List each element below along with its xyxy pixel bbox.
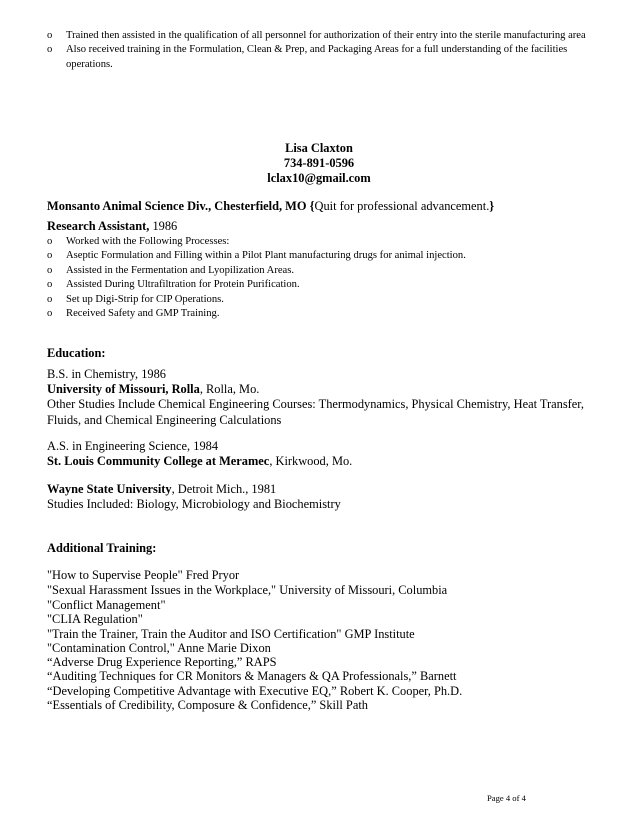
list-item: o Worked with the Following Processes: [47,235,607,249]
training-item: "Contamination Control," Anne Marie Dixon [47,641,271,655]
list-item: o Assisted in the Fermentation and Lyopilization Areas. [47,264,607,278]
training-heading: Additional Training: [47,541,157,555]
education-heading: Education: [47,346,106,360]
job-bullet-list [47,235,607,321]
job-note: Quit for professional advancement. [314,199,490,213]
training-item: “Developing Competitive Advantage with Executive EQ,” Robert K. Cooper, Ph.D. [47,684,463,698]
list-item: o Aseptic Formulation and Filling within a Pilot Plant manufacturing drugs for animal injection. [47,249,607,263]
training-item: "Train the Trainer, Train the Auditor and ISO Certification" GMP Institute [47,627,415,641]
wayne-location: , Detroit Mich., 1981 [171,482,277,496]
job-title-line [47,219,607,235]
stl-location: , Kirkwood, Mo. [269,454,353,468]
top-bullet-list [47,29,607,72]
training-item: "Conflict Management" [47,598,166,612]
list-item: o Trained then assisted in the qualification of all personnel for authorization of their entry into the sterile manufacturing area [47,29,607,43]
training-item: “Adverse Drug Experience Reporting,” RAPS [47,655,277,669]
rolla-line [47,382,607,398]
other-studies: Other Studies Include Chemical Engineering Courses: Thermodynamics, Physical Chemistry, Heat Transfer, Fluids, and Chemical Engineering Calculations [47,397,585,427]
stl-school: St. Louis Community College at Meramec [47,454,270,468]
stl-line [47,454,607,470]
training-item: "How to Supervise People" Fred Pryor [47,568,240,582]
as-degree: A.S. in Engineering Science, 1984 [47,439,219,453]
wayne-line [47,482,607,498]
bs-degree: B.S. in Chemistry, 1986 [47,367,166,381]
training-item: “Auditing Techniques for CR Monitors & Managers & QA Professionals,” Barnett [47,669,457,683]
company-name: Monsanto Animal Science Div., Chesterfield, MO [47,199,307,213]
training-item: “Essentials of Credibility, Composure & Confidence,” Skill Path [47,698,368,712]
note-close-brace: } [489,199,495,213]
wayne-school: Wayne State University [47,482,172,496]
rolla-school: University of Missouri, Rolla [47,382,200,396]
wayne-studies: Studies Included: Biology, Microbiology and Biochemistry [47,497,341,511]
list-item: o Received Safety and GMP Training. [47,307,607,321]
list-item: o Assisted During Ultrafiltration for Protein Purification. [47,278,607,292]
list-item: o Set up Digi-Strip for CIP Operations. [47,293,607,307]
list-item: o Also received training in the Formulation, Clean & Prep, and Packaging Areas for a full understanding of the facilities operations. [47,43,607,72]
training-item: "CLIA Regulation" [47,612,143,626]
job-title: Research Assistant, [47,219,150,233]
contact-phone: 734-891-0596 [283,156,355,170]
contact-name: Lisa Claxton [285,141,353,155]
rolla-location: , Rolla, Mo. [199,382,260,396]
training-item: "Sexual Harassment Issues in the Workplace," University of Missouri, Columbia [47,583,448,597]
note-open-brace: { [309,199,315,213]
job-company-line [47,199,607,215]
contact-email: lclax10@gmail.com [267,171,371,185]
page-number: Page 4 of 4 [487,793,526,803]
job-year: 1986 [152,219,178,233]
